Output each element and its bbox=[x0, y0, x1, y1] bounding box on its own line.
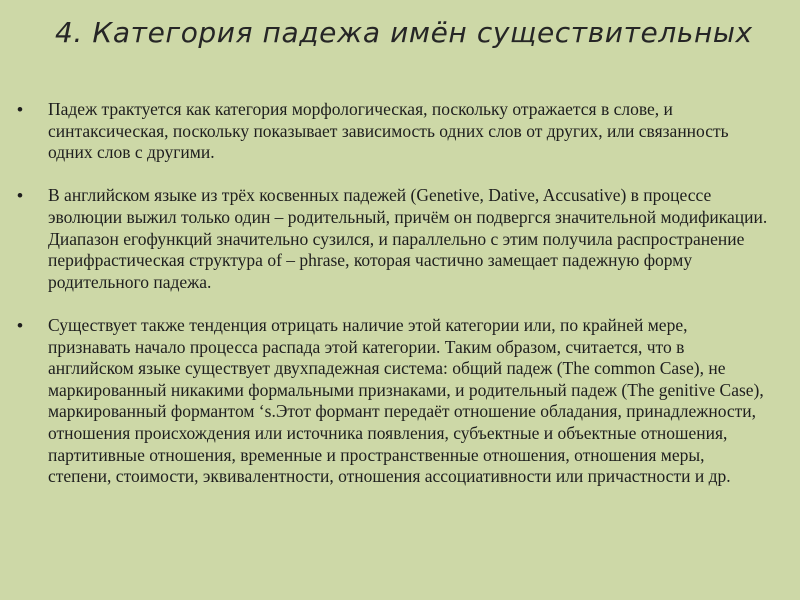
bullet-text: Существует также тенденция отрицать наличие этой категории или, по крайней мере, признавать начало процесса распада этой категории. Таким образом, считается, что в английском языке существует двухпадежная система: общий падеж (The common Case), не маркированный никакими формальными признаками, и родительный падеж (The genitive Case), маркированный формантом ‘s.Этот формант передаёт отношение обладания, принадлежности, отношения происхождения или источника появления, субъектные и объектные отношения, партитивные отношения, временные и пространственные отношения, отношения меры, степени, стоимости, эквивалентности, отношения ассоциативности или причастности и др. bbox=[48, 314, 764, 487]
bullet-item bbox=[0, 315, 800, 488]
bullet-item bbox=[0, 185, 800, 293]
bullet-marker: • bbox=[17, 100, 23, 119]
bullet-marker: • bbox=[17, 186, 23, 206]
bullet-text: Падеж трактуется как категория морфологическая, поскольку отражается в слове, и синтаксическая, поскольку показывает зависимость одних слов от других, или связанность одних слов с другими. bbox=[48, 99, 729, 163]
slide-title: 4. Категория падежа имён существительных bbox=[55, 16, 753, 49]
bullet-text: В английском языке из трёх косвенных падежей (Genetive, Dative, Accusative) в процессе эволюции выжил только один – родительный, причём он подвергся значительной модификации. Диапазон егофункций значительно сузился, и параллельно с этим получила распространение перифрастическая структура of – phrase, которая частично замещает падежную форму родительного падежа. bbox=[48, 185, 768, 292]
bullet-marker: • bbox=[17, 315, 23, 335]
bullet-list bbox=[0, 99, 800, 488]
bullet-item bbox=[0, 99, 800, 164]
